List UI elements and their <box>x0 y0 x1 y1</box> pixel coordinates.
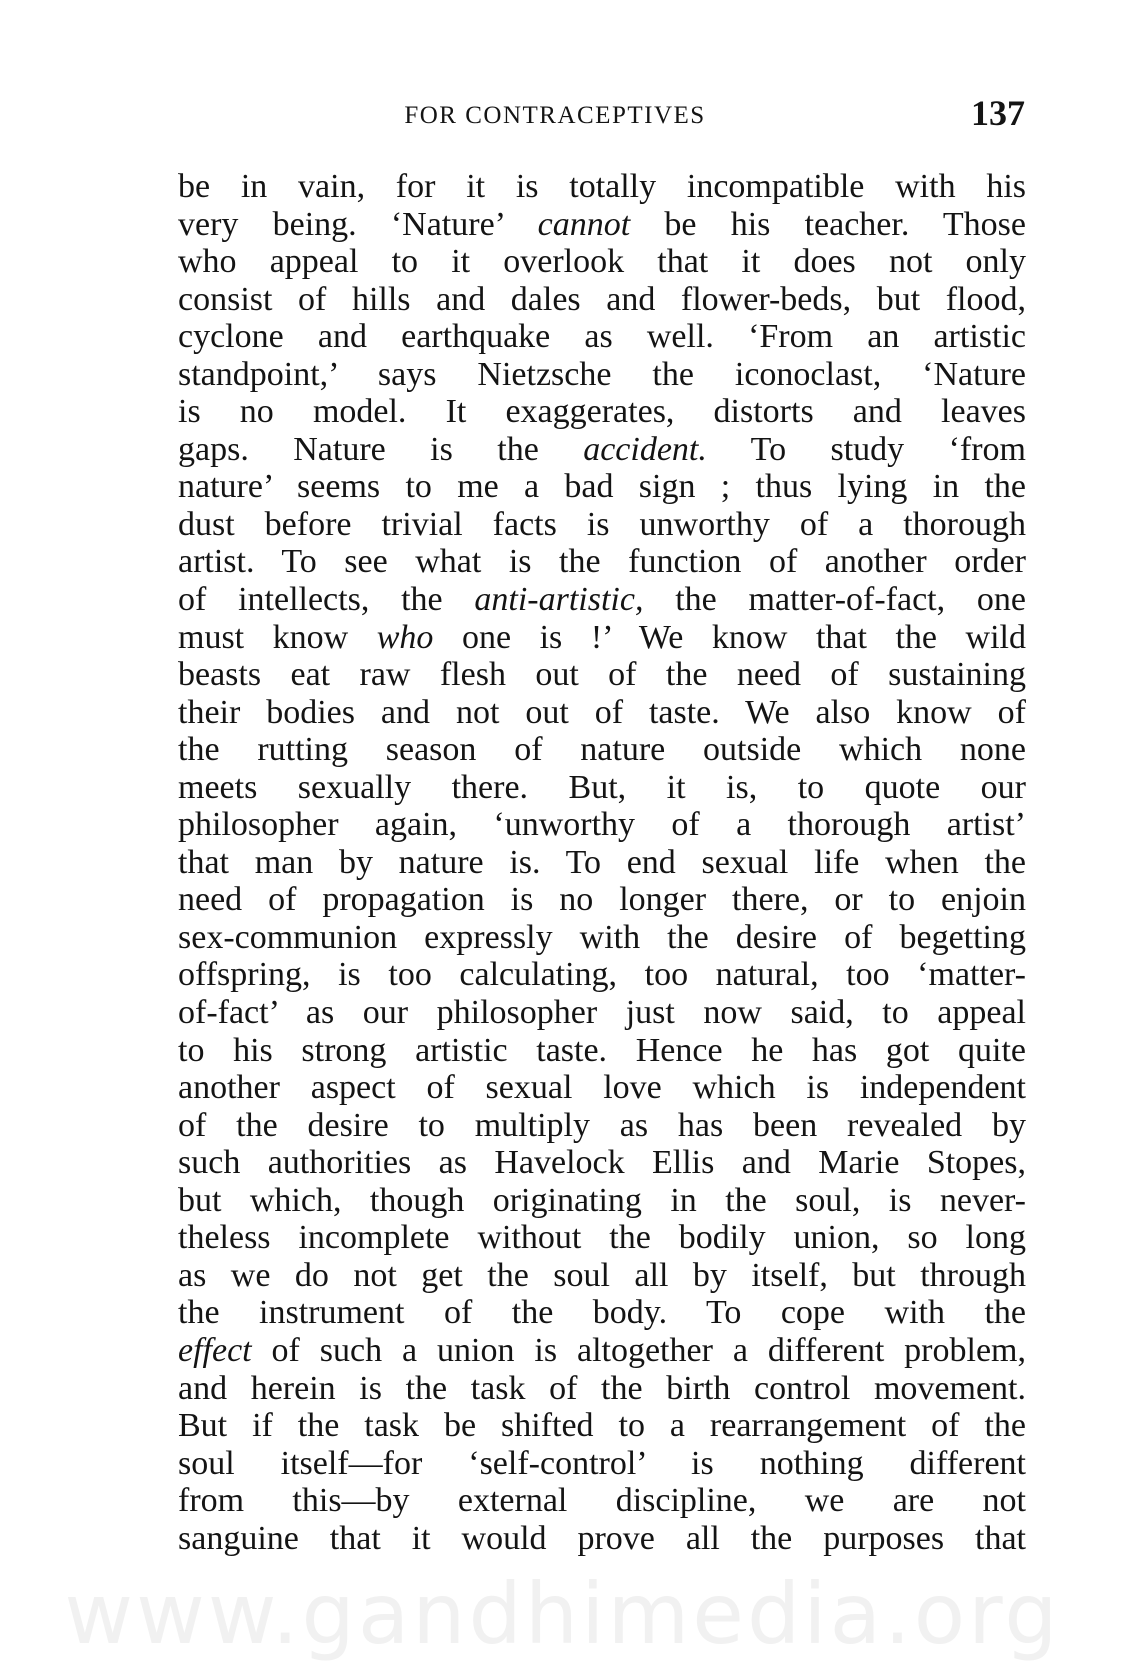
text-line: beasts eat raw flesh out of the need of sustaining <box>178 656 1026 694</box>
running-title: FOR CONTRACEPTIVES <box>404 102 706 129</box>
text-line: offspring, is too calculating, too natural, too ‘matter- <box>178 956 1026 994</box>
text-line: as we do not get the soul all by itself, but through <box>178 1256 1026 1294</box>
text-line: is no model. It exaggerates, distorts and leaves <box>178 393 1026 431</box>
text-line: sex-communion expressly with the desire of begetting <box>178 918 1026 956</box>
running-head <box>180 92 1025 138</box>
text-line: dust before trivial facts is unworthy of a thorough <box>178 505 1026 543</box>
text-line: of-fact’ as our philosopher just now said, to appeal <box>178 994 1026 1032</box>
text-line: must know who one is !’ We know that the wild <box>178 618 1026 656</box>
italic-emphasis: accident. <box>583 430 707 468</box>
text-line: philosopher again, ‘unworthy of a thorough artist’ <box>178 806 1026 844</box>
text-line: from this—by external discipline, we are not <box>178 1482 1026 1520</box>
page-number: 137 <box>971 93 1025 133</box>
italic-emphasis: who <box>376 618 434 656</box>
text-line: gaps. Nature is the accident. To study ‘from <box>178 430 1026 468</box>
text-line: the rutting season of nature outside which none <box>178 731 1026 769</box>
text-line: another aspect of sexual love which is independent <box>178 1069 1026 1107</box>
text-line: to his strong artistic taste. Hence he has got quite <box>178 1031 1026 1069</box>
text-line: nature’ seems to me a bad sign ; thus lying in the <box>178 468 1026 506</box>
italic-emphasis: cannot <box>537 205 631 243</box>
text-line: their bodies and not out of taste. We also know of <box>178 693 1026 731</box>
text-line: theless incomplete without the bodily union, so long <box>178 1219 1026 1257</box>
text-line: consist of hills and dales and flower-beds, but flood, <box>178 280 1026 318</box>
italic-emphasis: effect <box>178 1331 252 1369</box>
text-line: effect of such a union is altogether a different problem, <box>178 1331 1026 1369</box>
text-line: cyclone and earthquake as well. ‘From an artistic <box>178 318 1026 356</box>
text-line: such authorities as Havelock Ellis and Marie Stopes, <box>178 1144 1026 1182</box>
italic-emphasis: anti-artistic, <box>474 581 644 619</box>
text-line: who appeal to it overlook that it does not only <box>178 243 1026 281</box>
watermark: www.gandhimedia.org <box>64 1565 1061 1663</box>
text-line: artist. To see what is the function of another order <box>178 543 1026 581</box>
text-line: soul itself—for ‘self-control’ is nothing different <box>178 1444 1026 1482</box>
text-line: But if the task be shifted to a rearrangement of the <box>178 1407 1026 1445</box>
text-line: that man by nature is. To end sexual life when the <box>178 843 1026 881</box>
text-line: meets sexually there. But, it is, to quote our <box>178 768 1026 806</box>
text-line: very being. ‘Nature’ cannot be his teacher. Those <box>178 205 1026 243</box>
text-line: be in vain, for it is totally incompatible with his <box>178 168 1026 205</box>
text-line: standpoint,’ says Nietzsche the iconoclast, ‘Nature <box>178 355 1026 393</box>
text-line: and herein is the task of the birth control movement. <box>178 1369 1026 1407</box>
text-line: but which, though originating in the soul, is never- <box>178 1181 1026 1219</box>
text-line: of the desire to multiply as has been revealed by <box>178 1106 1026 1144</box>
text-line: need of propagation is no longer there, or to enjoin <box>178 881 1026 919</box>
body-text <box>178 168 1026 1557</box>
text-line: of intellects, the anti-artistic, the matter-of-fact, one <box>178 581 1026 619</box>
text-line: sanguine that it would prove all the purposes that <box>178 1519 1026 1557</box>
text-line: the instrument of the body. To cope with the <box>178 1294 1026 1332</box>
